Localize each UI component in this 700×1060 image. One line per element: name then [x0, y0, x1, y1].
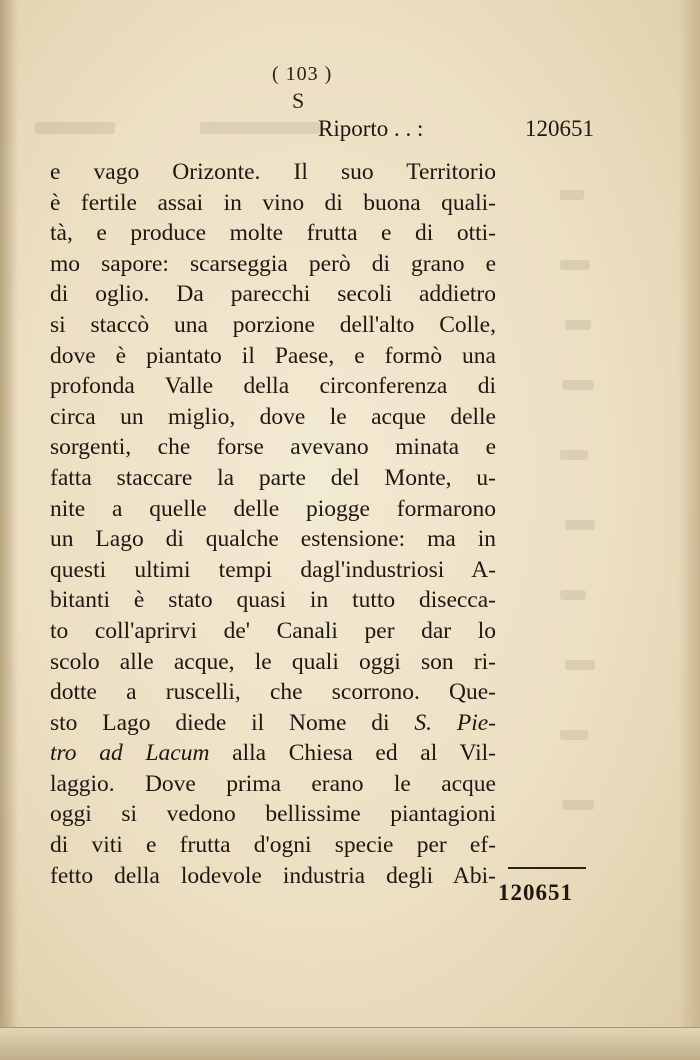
text-line: un Lago di qualche estensione: ma in: [50, 526, 496, 553]
text-line: laggio. Dove prima erano le acque: [50, 770, 496, 797]
italic-place-name: S. Pie-: [414, 709, 496, 736]
text-line: e vago Orizonte. Il suo Territorio: [50, 159, 496, 185]
text-line: tà, e produce molte frutta e di otti-: [50, 220, 496, 247]
text-run: sto Lago diede il Nome di: [50, 709, 415, 736]
text-line: è fertile assai in vino di buona quali-: [50, 189, 496, 216]
text-line: [50, 708, 496, 739]
carry-forward-label: Riporto . . :: [318, 116, 424, 141]
page-number: ( 103 ): [272, 63, 333, 85]
text-line: bitanti è stato quasi in tutto disecca-: [50, 587, 496, 614]
page-edge-shadow: [678, 0, 700, 1060]
total-rule: [508, 867, 586, 869]
text-line: fatta staccare la parte del Monte, u-: [50, 464, 496, 491]
text-line: to coll'aprirvi de' Canali per dar lo: [50, 617, 496, 644]
text-line: circa un miglio, dove le acque delle: [50, 403, 496, 430]
book-lower-edge: [0, 1027, 700, 1060]
carry-forward-line: [318, 116, 594, 142]
text-line: si staccò una porzione dell'alto Colle,: [50, 311, 496, 338]
text-line: [50, 738, 496, 769]
body-text: [50, 157, 496, 891]
text-line: profonda Valle della circonferenza di: [50, 373, 496, 400]
text-line: di viti e frutta d'ogni specie per ef-: [50, 832, 496, 859]
text-line: oggi si vedono bellissime piantagioni: [50, 801, 496, 828]
italic-place-name: tro ad Lacum: [50, 740, 210, 767]
text-line: questi ultimi tempi dagl'industriosi A-: [50, 556, 496, 583]
text-line: sorgenti, che forse avevano minata e: [50, 434, 496, 461]
text-line: nite a quelle delle piogge formarono: [50, 495, 496, 522]
text-line: dotte a ruscelli, che scorrono. Que-: [50, 679, 496, 706]
text-line: fetto della lodevole industria degli Abi-: [50, 862, 496, 889]
text-run: alla Chiesa ed al Vil-: [209, 740, 496, 767]
carry-forward-value: 120651: [525, 116, 594, 141]
text-line: di oglio. Da parecchi secoli addietro: [50, 281, 496, 308]
signature-mark: S: [292, 88, 305, 113]
text-line: scolo alle acque, le quali oggi son ri-: [50, 648, 496, 675]
page-gutter-shadow: [0, 0, 18, 1060]
bottom-total: 120651: [498, 880, 573, 905]
text-line: mo sapore: scarseggia però di grano e: [50, 250, 496, 277]
text-line: dove è piantato il Paese, e formò una: [50, 342, 496, 369]
